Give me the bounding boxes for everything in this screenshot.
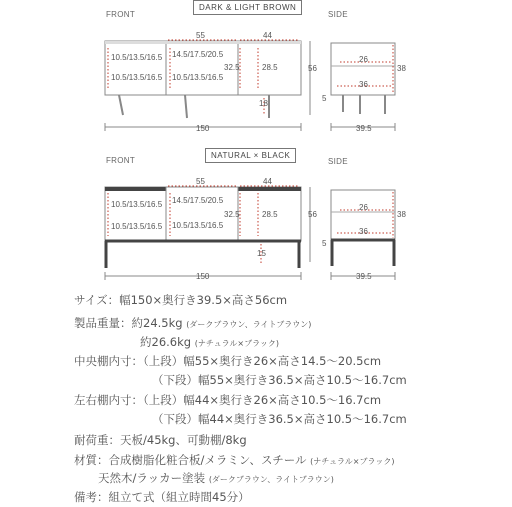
bottom-side-label: SIDE (328, 157, 348, 166)
top-side-5: 5 (322, 94, 327, 103)
top-left-upper: 10.5/13.5/16.5 (111, 53, 163, 62)
spec-weight-2-main: 約26.6kg (140, 335, 192, 349)
top-width-55: 55 (196, 31, 205, 40)
spec-material-2 (98, 473, 334, 485)
spec-center-upper-text: 中央棚内寸：（上段）幅55×奥行き26×高さ14.5〜20.5cm (74, 354, 382, 368)
spec-center-lower (152, 375, 407, 387)
top-side-395: 39.5 (356, 124, 372, 133)
spec-side-upper-text: 左右棚内寸：（上段）幅44×奥行き26×高さ10.5〜16.7cm (74, 393, 382, 407)
bottom-width-44: 44 (263, 177, 272, 186)
spec-material-2-main: 天然木/ラッカー塗装 (98, 471, 206, 485)
spec-load (74, 435, 247, 447)
bottom-left-lower: 10.5/13.5/16.5 (111, 222, 163, 231)
top-width-44: 44 (263, 31, 272, 40)
top-width-150: 150 (196, 124, 210, 133)
top-side-38: 38 (397, 64, 406, 73)
bottom-leg-15: 15 (257, 249, 266, 258)
spec-side-lower (152, 414, 407, 426)
spec-note (74, 492, 250, 504)
top-center-upper: 14.5/17.5/20.5 (172, 50, 224, 59)
top-front-label: FRONT (106, 10, 136, 19)
spec-weight-1 (74, 318, 311, 330)
bottom-side-395: 39.5 (356, 272, 372, 281)
bottom-height-325: 32.5 (224, 210, 240, 219)
top-height-56: 56 (308, 64, 317, 73)
bottom-left-upper: 10.5/13.5/16.5 (111, 200, 163, 209)
top-center-lower: 10.5/13.5/16.5 (172, 73, 224, 82)
bottom-side-36: 36 (359, 227, 368, 236)
bottom-center-lower: 10.5/13.5/16.5 (172, 221, 224, 230)
spec-weight-2-note: (ナチュラル×ブラック) (194, 339, 280, 348)
top-height-285: 28.5 (262, 63, 278, 72)
bottom-center-upper: 14.5/17.5/20.5 (172, 196, 224, 205)
spec-material-1-note: (ナチュラル×ブラック) (310, 457, 395, 466)
spec-side-lower-text: （下段）幅44×奥行き36.5×高さ10.5〜16.7cm (152, 412, 407, 426)
bottom-height-56: 56 (308, 210, 317, 219)
top-side-label: SIDE (328, 10, 348, 19)
spec-center-upper (74, 356, 381, 368)
spec-material-2-note: (ダークブラウン、ライトブラウン) (208, 475, 334, 484)
bottom-side-38: 38 (397, 210, 406, 219)
spec-material-1-main: 材質：合成樹脂化粧合板/メラミン、スチール (74, 453, 307, 467)
bottom-color-title: NATURAL × BLACK (205, 148, 296, 163)
spec-size-text: サイズ：幅150×奥行き39.5×高さ56cm (74, 293, 288, 307)
top-height-325: 32.5 (224, 63, 240, 72)
bottom-front-label: FRONT (106, 156, 136, 165)
bottom-width-55: 55 (196, 177, 205, 186)
top-side-36: 36 (359, 80, 368, 89)
bottom-height-285: 28.5 (262, 210, 278, 219)
bottom-side-5: 5 (322, 239, 327, 248)
top-leg-18: 18 (259, 99, 268, 108)
spec-weight-1-main: 製品重量：約24.5kg (74, 316, 183, 330)
spec-note-text: 備考：組立て式（組立時間45分） (74, 490, 250, 504)
spec-side-upper (74, 395, 381, 407)
bottom-side-26: 26 (359, 203, 368, 212)
spec-center-lower-text: （下段）幅55×奥行き36.5×高さ10.5〜16.7cm (152, 373, 407, 387)
top-side-26: 26 (359, 55, 368, 64)
spec-material-1 (74, 455, 394, 467)
spec-size (74, 295, 287, 307)
spec-weight-2 (140, 337, 279, 349)
spec-weight-1-note: (ダークブラウン、ライトブラウン) (186, 320, 312, 329)
top-left-lower: 10.5/13.5/16.5 (111, 73, 163, 82)
spec-load-text: 耐荷重：天板/45kg、可動棚/8kg (74, 433, 247, 447)
top-color-title: DARK & LIGHT BROWN (193, 0, 302, 15)
bottom-width-150: 150 (196, 272, 210, 281)
